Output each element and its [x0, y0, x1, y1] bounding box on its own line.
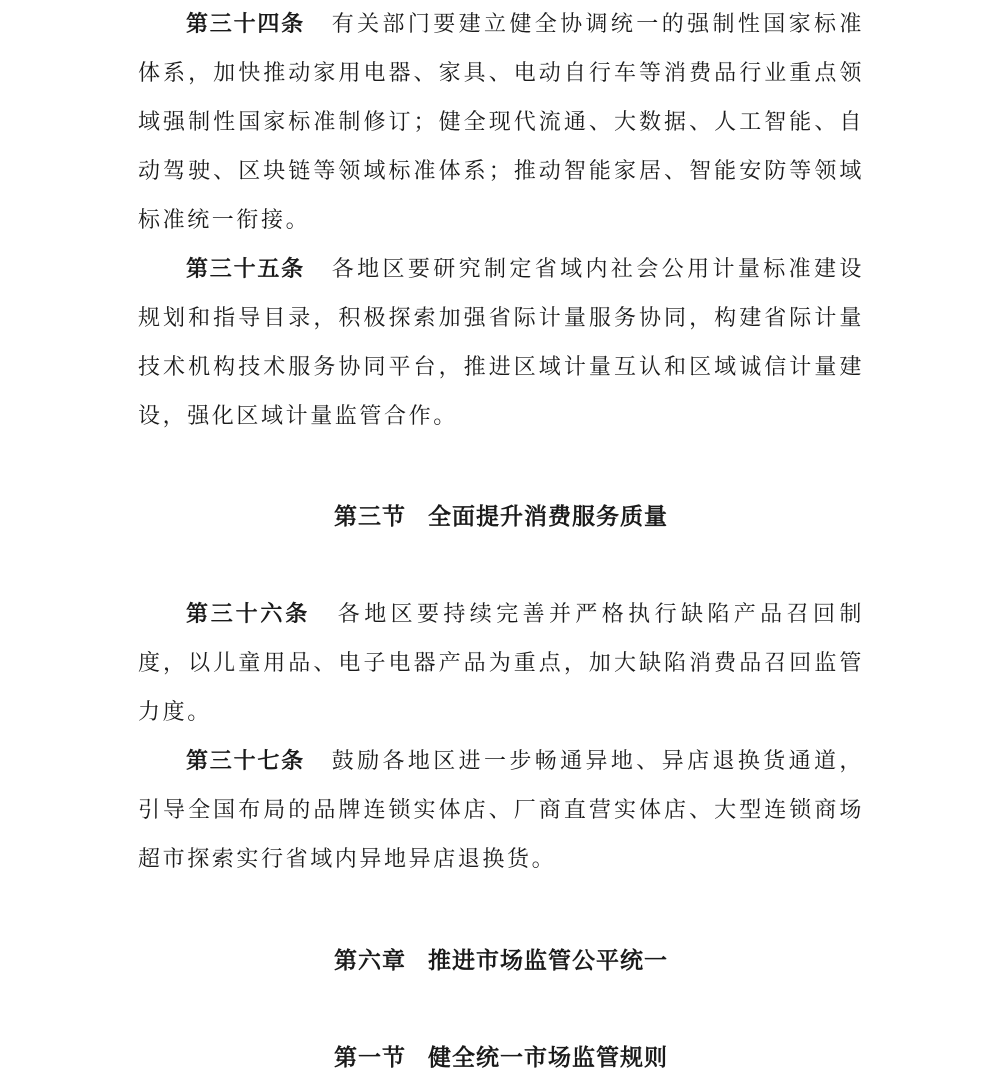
article-34 [138, 0, 864, 245]
article-36 [138, 590, 864, 737]
section-number: 第三节 [334, 504, 406, 530]
article-37 [138, 737, 864, 884]
chapter-title: 推进市场监管公平统一 [428, 948, 668, 974]
section-heading [138, 502, 864, 532]
article-text: 有关部门要建立健全协调统一的强制性国家标准体系，加快推动家用电器、家具、电动自行车等消费品行业重点领域强制性国家标准制修订；健全现代流通、大数据、人工智能、自动驾驶、区块链等领域标准体系；推动智能家居、智能安防等领域标准统一衔接。 [138, 12, 864, 233]
section-title: 健全统一市场监管规则 [428, 1045, 668, 1071]
chapter-heading [138, 946, 864, 976]
section-title: 全面提升消费服务质量 [428, 504, 668, 530]
article-text: 各地区要持续完善并严格执行缺陷产品召回制度，以儿童用品、电子电器产品为重点，加大缺陷消费品召回监管力度。 [138, 602, 864, 725]
article-text: 鼓励各地区进一步畅通异地、异店退换货通道，引导全国布局的品牌连锁实体店、厂商直营实体店、大型连锁商场超市探索实行省域内异地异店退换货。 [138, 749, 864, 872]
article-label: 第三十七条 [186, 749, 305, 774]
section-number: 第一节 [334, 1045, 406, 1071]
article-35 [138, 245, 864, 441]
chapter-number: 第六章 [334, 948, 406, 974]
article-label: 第三十六条 [186, 602, 310, 627]
section-heading [138, 1043, 864, 1073]
article-label: 第三十四条 [186, 12, 305, 37]
article-text: 各地区要研究制定省域内社会公用计量标准建设规划和指导目录，积极探索加强省际计量服务协同，构建省际计量技术机构技术服务协同平台，推进区域计量互认和区域诚信计量建设，强化区域计量监管合作。 [138, 257, 864, 429]
article-label: 第三十五条 [186, 257, 305, 282]
